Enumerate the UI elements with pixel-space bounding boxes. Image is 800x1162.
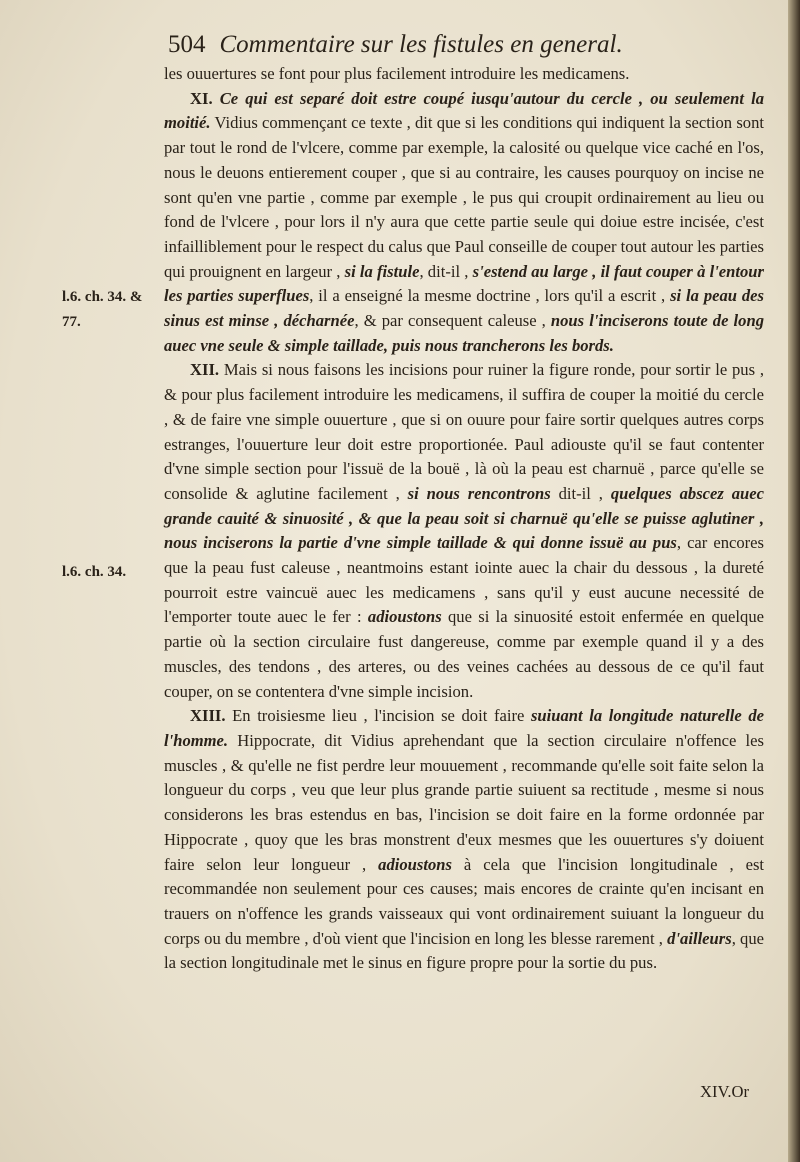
quoted-text: s'estend au large , il faut couper à l'entour les parties superflues [164,261,764,306]
text-segment: les ouuertures se font pour plus facilement introduire les medicamens. [164,64,630,83]
quoted-text: Ce qui est separé doit estre coupé iusqu'autour du cercle , ou seulement la moitié. [164,88,764,133]
text-segment: dit-il , [550,483,611,503]
margin-note-2 [62,560,162,585]
paragraph [164,62,764,87]
text-segment: , dit-il , [419,261,473,281]
text-segment: , il a enseigné la mesme doctrine , lors qu'il a escrit , [309,286,671,306]
running-title: Commentaire sur les fistules en general. [219,31,623,58]
quoted-text: adioustons [378,854,452,874]
paragraph [164,358,764,704]
quoted-text: si la peau des sinus est minse , décharnée [164,286,765,331]
quoted-text: quelques abscez auec grande cauité & sinuosité , & que la peau soit si charnuë qu'elle se puisse aglutiner , nous inciserons la partie d'vne simple taillade & qui donne issuë au pus [164,483,764,553]
quoted-text: si nous rencontrons [407,483,551,503]
text-segment: , que la section longitudinale met le sinus en figure propre pour la sortie du pus. [164,928,764,973]
book-spine-shadow [788,0,800,1162]
margin-note-line: l.6. ch. 34. & [62,289,143,305]
text-segment: que si la sinuosité estoit enfermée en quelque partie où la section circulaire fust dangereuse, comme par exemple quand il y a des muscles, des tendons , des arteres, ou des veines cachées au dessous de ce qu'il faut couper, on se contentera d'vne simple incision. [164,607,764,701]
quoted-text: d'ailleurs [667,928,732,948]
text-segment: Hippocrate, dit Vidius aprehendant que la section circulaire n'offence les muscles , & qu'elle ne fist perdre leur mouuement , recommande qu'elle soit faite selon la longueur du corps , veu que leur plus grande partie suiuent sa rectitude , mesme si nous considerons les bras estendus en bas, l'incision se doit faire en la forme ordonnée par Hippocrate , quoy que les bras monstrent d'eux mesmes que les ouuertures s'y doiuent faire selon leur longueur , [164,730,764,874]
quoted-text: nous l'inciserons toute de long auec vne seule & simple taillade, puis nous trancherons les bords. [164,311,764,355]
running-header [168,28,668,62]
margin-note-1 [62,285,162,334]
catchword: XIV.Or [700,1082,750,1101]
text-segment: Vidius commençant ce texte , dit que si les conditions qui indiquent la section sont par tout le rond de l'vlcere, comme par exemple, la calosité ou quelque vice caché en l'os, nous le deuons entierement couper , que si au contraire, les causes pourquoy on incise ne sont qu'en vne partie , comme par exemple , le pus qui croupit ordinairement au lieu ou fond de l'vlcere , pour lors il n'y aura que cette partie seule qui doiue estre incisée, c'est infailliblement pour le respect du calus que Paul conseille de couper tout autour les parties qui prouignent en largeur , [164,113,764,281]
text-segment: , car encores que la peau fust caleuse , neantmoins estant iointe auec la chair du dessous , la dureté pourroit estre vaincuë auec les medicamens , sans qu'il y eust aucune necessité de l'emporter toute auec le fer : [164,533,765,627]
text-segment: En troisiesme lieu , l'incision se doit faire [232,706,531,726]
paragraph [164,704,764,976]
paragraph-number: XII. [190,360,220,380]
paragraph [164,87,764,359]
quoted-text: suiuant la longitude naturelle de l'homme. [164,706,765,750]
margin-note-line: l.6. ch. 34. [62,564,127,580]
page-number: 504 [168,31,206,58]
text-segment: , & par consequent caleuse , [354,311,551,331]
quoted-text: si la fistule [344,261,420,281]
paragraph-number: XI. [190,88,213,108]
quoted-text: adioustons [367,607,442,627]
text-segment: Mais si nous faisons les incisions pour ruiner la figure ronde, pour sortir le pus , & pour plus facilement introduire les medicamens, il suffira de couper la moitié du cercle , & de faire vne simple ouuerture , que si on ouure pour faire sortir quelques autres corps estranges, l'ouuerture leur doit estre proportionée. Paul adiouste qu'il se faut contenter d'vne simple section pour l'issuë de la bouë , là où la peau est charnuë , parce qu'elle se consolide & aglutine facilement , [164,360,764,503]
paragraph-number: XIII. [190,706,226,726]
margin-note-line: 77. [62,313,81,330]
text-segment: à cela que l'incision longitudinale , est recommandée non seulement pour ces causes; mais encores de crainte qu'en incisant en trauers on n'offence les grands vaisseaux qui vont ordinairement suiuant la longueur du corps ou du membre , d'où vient que l'incision en long les blesse rarement , [164,854,765,948]
body-text [164,62,764,976]
